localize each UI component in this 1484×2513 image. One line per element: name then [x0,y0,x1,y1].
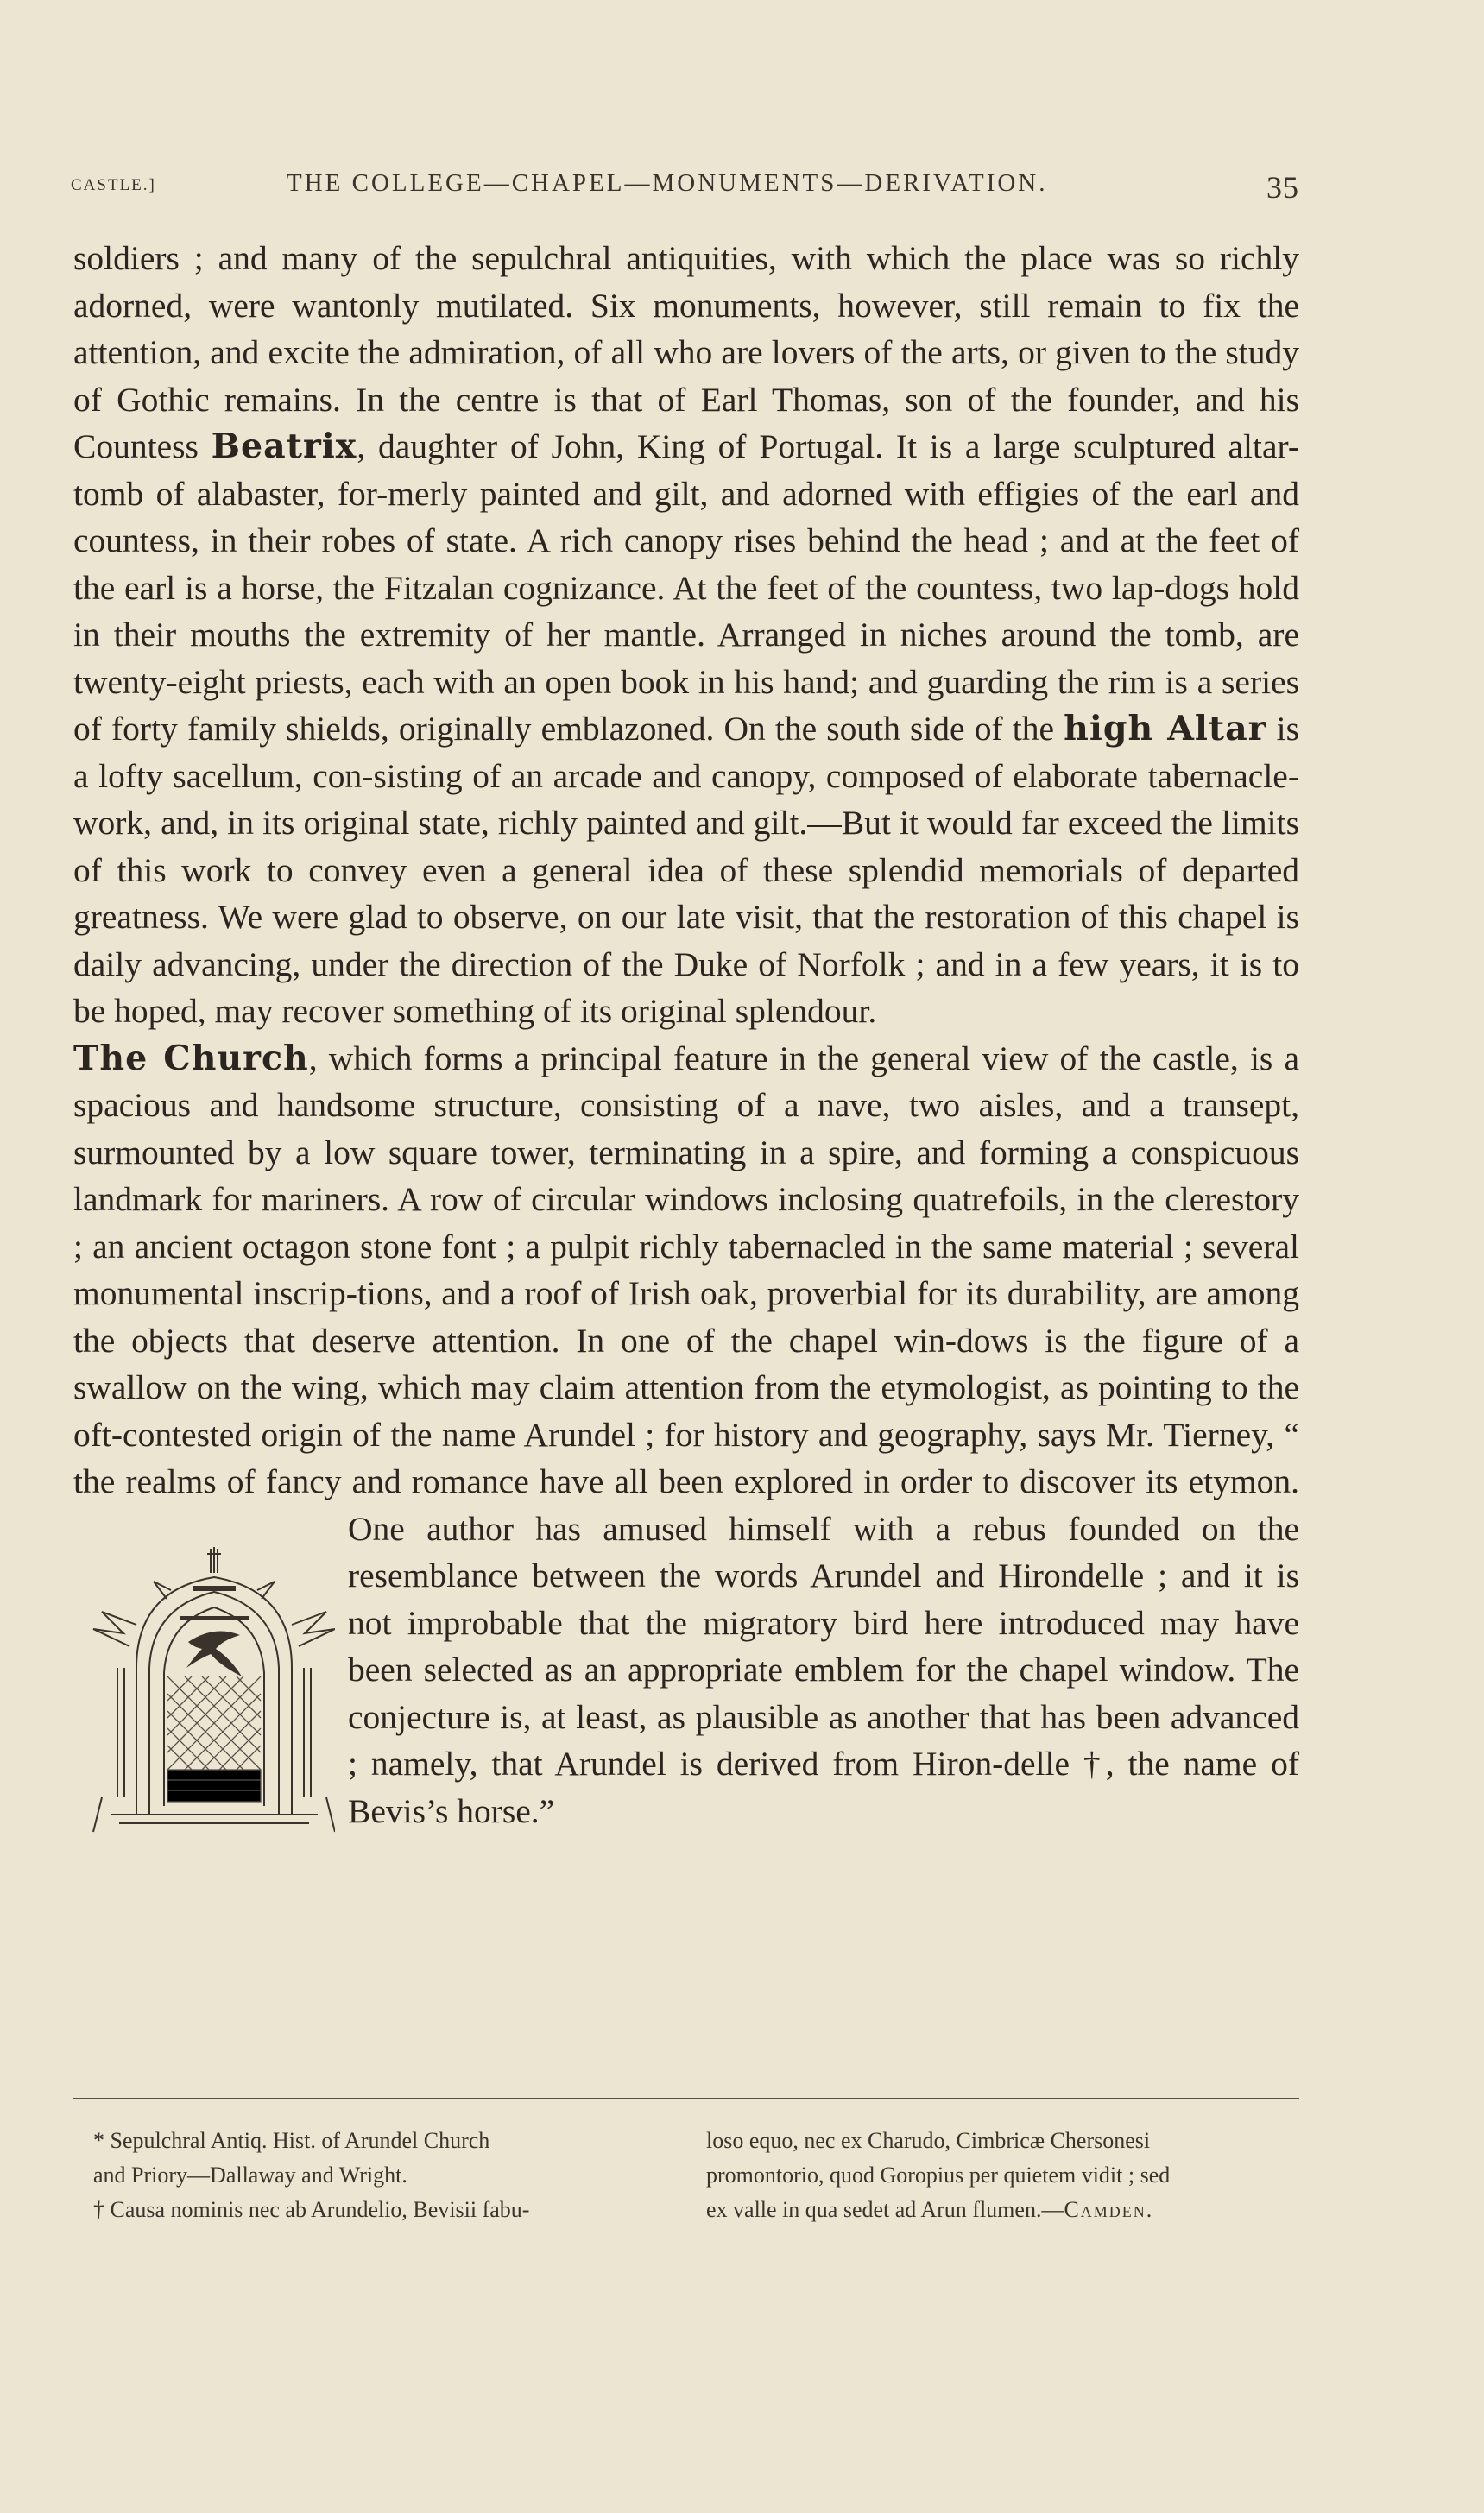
footnote-text: ex valle in qua sedet ad Arun flumen.— [706,2197,1064,2222]
page-number: 35 [1266,170,1299,205]
running-head [71,169,1299,212]
running-head-title: THE COLLEGE—CHAPEL—MONUMENTS—DERIVATION. [287,169,1048,197]
footnotes-right-column [706,2124,1310,2227]
footnote-rule [73,2098,1299,2099]
paragraph-monuments-text-3: is a lofty sacellum, con-sisting of an arcade and canopy, composed of elaborate tabernacle-work, and, in its original state, richly painted and gilt.—But it would far exceed the limits of this work to convey even a general idea of these splendid memorials of departed greatness. We were glad to observe, on our late visit, that the restoration of this chapel is daily advancing, under the direction of the Duke of Norfolk ; and in a few years, it is to be hoped, may recover something of its original splendour. [73,710,1299,1030]
footnote-line: loso equo, nec ex Charudo, Cimbricæ Chersonesi [706,2128,1151,2153]
footnotes-left-column [93,2124,689,2227]
footnote-line: * Sepulchral Antiq. Hist. of Arundel Church [93,2128,490,2153]
footnote-line [706,2193,1310,2227]
footnote-line: † Causa nominis nec ab Arundelio, Bevisii fabu- [93,2197,530,2222]
paragraph-church-text: , which forms a principal feature in the general view of the castle, is a spacious and handsome structure, consisting of a nave, two aisles, and a transept, surmounted by a low square tower, terminating in a spire, and forming a conspicuous landmark for mariners. A row of circular windows inclosing quatrefoils, in the clerestory ; an ancient octagon stone font ; a pulpit richly tabernacled in the same material ; several monumental inscrip-tions, and a roof of Irish oak, proverbial for its durability, are among the objects that deserve attention. In one of the chapel win-dows is the figure of a swallow on the wing, which may claim attention from the etymologist, as pointing to the oft-contested origin of the name Arundel ; for history and geography, says Mr. Tierney, “ the realms of fancy and romance have all been explored in order to discover its etymon. One author has amused himself with a rebus founded on the resemblance between the words Arundel and Hirondelle ; and it is not improbable that the migratory bird here introduced may have been selected as an appropriate emblem for the chapel window. The conjecture is, at least, as plausible as another that has been advanced ; namely, that Arundel is derived from Hiron-delle †, the name of Bevis’s horse.” [73,1039,1299,1830]
footnote-line: and Priory—Dallaway and Wright. [93,2163,407,2188]
gothic-window-figure [85,1538,335,1841]
blackletter-beatrix: Beatrix [211,426,357,466]
blackletter-high-altar: high Altar [1064,709,1267,748]
blackletter-the-church: The Church [73,1038,309,1078]
paragraph-monuments-text-2: , daughter of John, King of Portugal. It is a large sculptured altar-tomb of alabaster, for-merly painted and gilt, and adorned with effigies of the earl and countess, in their robes of state. A rich canopy rises behind the head ; and at the feet of the earl is a horse, the Fitzalan cognizance. At the feet of the countess, two lap-dogs hold in their mouths the extremity of her mantle. Arranged in niches around the tomb, are twenty-eight priests, each with an open book in his hand; and guarding the rim is a series of forty family shields, originally emblazoned. On the south side of the [73,427,1299,748]
running-head-section: CASTLE.] [71,176,156,194]
paragraph-monuments [73,235,1299,1035]
footnote-author: Camden. [1064,2197,1154,2222]
footnote-line: promontorio, quod Goropius per quietem vidit ; sed [706,2163,1171,2188]
gothic-window-swallow-icon [85,1538,335,1841]
paragraph-monuments-text-1: soldiers ; and many of the sepulchral antiquities, with which the place was so richly adorned, were wantonly mutilated. Six monuments, however, still remain to fix the attention, and excite the admiration, of all who are lovers of the arts, or given to the study of Gothic remains. In the centre is that of Earl Thomas, son of the founder, and his Countess [73,239,1299,465]
